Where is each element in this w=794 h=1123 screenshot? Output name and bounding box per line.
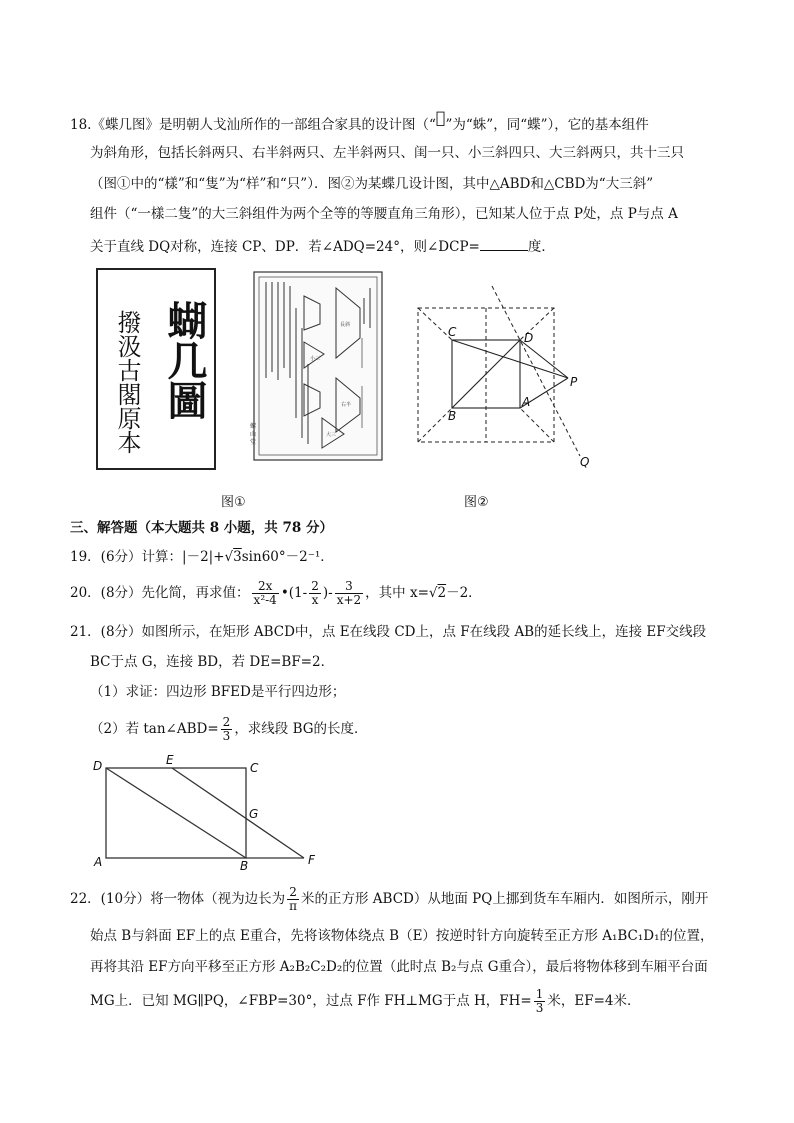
fig1-title: 蝴几圖 [161, 300, 208, 420]
label-C: C [250, 761, 259, 775]
q18-line1: 18.《蝶几图》是明朝人戈汕所作的一部组合家具的设计图（“𧎗”为“蛛”，同“蝶”），它的基本组件 [70, 108, 649, 133]
svg-text:右半: 右半 [341, 402, 352, 408]
q21-line1: 21．(8分）如图所示，在矩形 ABCD中，点 E在线段 CD上，点 F在线段 AB的延长线上，连接 EF交线段 [70, 624, 707, 640]
q18-line3: （图①中的“樣”和“隻”为“样”和“只”）．图②为某蝶几设计图，其中△ABD和△CBD为“大三斜” [90, 176, 654, 192]
q21-line2: BC于点 G，连接 BD，若 DE=BF=2． [90, 654, 335, 670]
label-F: F [308, 853, 315, 867]
fig1-subtitle: 撥汲古閣原本 [113, 310, 141, 454]
point-Q: Q [580, 455, 590, 469]
q22-line4: MG上．已知 MG∥PQ，∠FBP=30°，过点 F作 FH⊥MG于点 H，FH= $\frac{1}{3}$ 米，EF=4米． [90, 987, 641, 1015]
point-A: A [522, 395, 531, 409]
q18-line4: 组件（“一樣二隻”的大三斜组件为两个全等的等腰直角三角形），已知某人位于点 P处，点 P与点 A [90, 206, 678, 222]
q19-text: 19．(6分）计算：|－2|+√3sin60°－2⁻¹． [70, 549, 334, 565]
label-D: D [93, 759, 103, 773]
svg-text:山: 山 [250, 431, 257, 438]
label-G: G [249, 807, 259, 821]
q18-line2: 为斜角形，包括长斜两只、右半斜两只、左半斜两只、闺一只、小三斜四只、大三斜两只，共十三只 [90, 145, 684, 161]
point-D: D [524, 331, 534, 345]
q22-line2: 始点 B与斜面 EF上的点 E重合，先将该物体绕点 B（E）按逆时针方向旋转至正方形 A₁BC₁D₁的位置， [90, 928, 714, 944]
point-C: C [448, 325, 457, 339]
fig2-caption: 图② [464, 495, 489, 510]
q20-text: 20．(8分）先化简，再求值： $\frac{2x}{\text{x²-4}}$ •(1- $\frac{2}{x}$ )- $\frac{3}{x+2}$ ，其中 x=√2－2． [70, 579, 482, 607]
q22-line3: 再将其沿 EF方向平移至正方形 A₂B₂C₂D₂的位置（此时点 B₂与点 G重合），最后将物体移到车厢平台面 [90, 959, 708, 975]
q21-rectangle-figure [90, 754, 326, 870]
svg-text:大三: 大三 [326, 432, 337, 438]
q21-part2: （2）若 tan∠ABD= $\frac{2}{3}$ ，求线段 BG的长度． [90, 715, 368, 743]
obscure-glyph: 𧎗 [435, 108, 446, 127]
q21-part1: （1）求证：四边形 BFED是平行四边形； [90, 684, 346, 700]
section-title: 三、解答题（本大题共 8 小题，共 78 分） [70, 520, 333, 536]
fig1-title-card [96, 268, 216, 470]
svg-text:螺: 螺 [250, 423, 257, 430]
svg-text:長斜: 長斜 [340, 322, 351, 328]
point-B: B [448, 409, 457, 423]
fig1-caption: 图① [221, 495, 246, 510]
q18-line5: 关于直线 DQ对称，连接 CP、DP．若∠ADQ=24°，则∠DCP= 度． [90, 236, 555, 257]
fig2-geometry [408, 282, 608, 478]
fig1-design-sheet [248, 268, 386, 480]
label-E: E [166, 754, 174, 767]
svg-text:小三: 小三 [310, 356, 321, 362]
svg-text:堂: 堂 [250, 439, 257, 446]
label-B: B [240, 859, 249, 870]
q22-line1: 22．(10分）将一物体（视为边长为 $\frac{2}{\pi}$ 米的正方形 ABCD）从地面 PQ上挪到货车车厢内．如图所示，刚开 [70, 885, 709, 913]
answer-blank[interactable] [480, 236, 528, 251]
label-A: A [94, 855, 103, 869]
point-P: P [570, 375, 578, 389]
